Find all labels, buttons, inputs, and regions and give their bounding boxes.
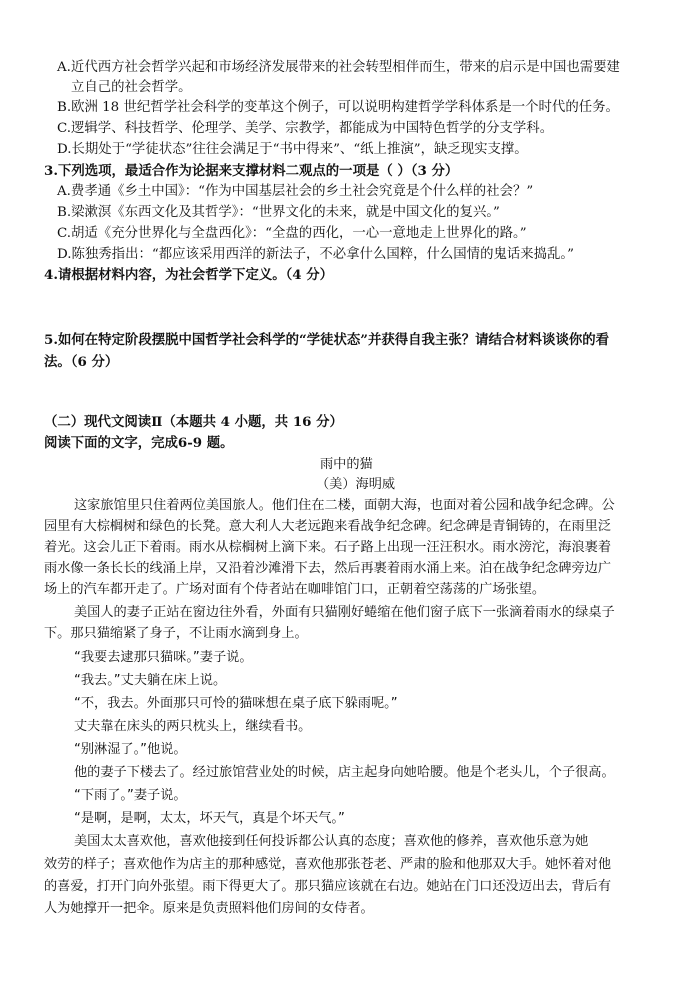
story-line-14: “下雨了。”妻子说。 bbox=[74, 788, 187, 803]
q2-option-d: D.长期处于“学徒状态”往往会满足于“书中得来”、“纸上推演”，缺乏现实支撑。 bbox=[57, 142, 528, 157]
story-line-4: 雨水像一条长长的线涌上岸，又沿着沙滩滑下去，然后再裹着雨水涌上来。泊在战争纪念碑旁边广 bbox=[44, 561, 612, 576]
q3-option-d: D.陈独秀指出：“都应该采用西洋的新法子，不必拿什么国粹，什么国情的鬼话来捣乱。” bbox=[57, 247, 574, 262]
story-line-17: 效劳的样子；喜欢他作为店主的那种感觉，喜欢他那张苍老、严肃的脸和他那双大手。她怀着对他 bbox=[44, 857, 612, 872]
story-line-2: 园里有大棕榈树和绿色的长凳。意大利人大老远跑来看战争纪念碑。纪念碑是青铜铸的，在雨里泛 bbox=[44, 519, 612, 534]
story-line-6: 美国人的妻子正站在窗边往外看，外面有只猫刚好蜷缩在他们窗子底下一张滴着雨水的绿桌子 bbox=[74, 605, 615, 620]
story-line-5: 场上的汽车都开走了。广场对面有个侍者站在咖啡馆门口，正朝着空荡荡的广场张望。 bbox=[44, 582, 546, 597]
story-title: 雨中的猫 bbox=[320, 457, 373, 472]
q5-stem-line2: 法。（6 分） bbox=[44, 354, 119, 370]
story-line-19: 人为她撑开一把伞。原来是负责照料他们房间的女侍者。 bbox=[44, 901, 374, 916]
q2-option-a-line1: A.近代西方社会哲学兴起和市场经济发展带来的社会转型相伴而生，带来的启示是中国也需要建 bbox=[57, 60, 620, 75]
q4-stem: 4.请根据材料内容，为社会哲学下定义。（4 分） bbox=[44, 267, 334, 283]
story-line-18: 的喜爱，打开门向外张望。雨下得更大了。那只猫应该就在右边。她站在门口还没迈出去，背后有 bbox=[44, 879, 612, 894]
story-line-15: “是啊，是啊，太太，坏天气，真是个坏天气。” bbox=[74, 811, 345, 826]
section2-heading: （二）现代文阅读Ⅱ（本题共 4 小题，共 16 分） bbox=[44, 414, 343, 430]
story-line-13: 他的妻子下楼去了。经过旅馆营业处的时候，店主起身向她哈腰。他是个老头儿，个子很高。 bbox=[74, 765, 615, 780]
q3-option-c: C.胡适《充分世界化与全盘西化》：“全盘的西化，一心一意地走上世界化的路。” bbox=[57, 226, 527, 241]
story-line-1: 这家旅馆里只住着两位美国旅人。他们住在二楼，面朝大海，也面对着公园和战争纪念碑。公 bbox=[74, 498, 615, 513]
q3-option-b: B.梁漱溟《东西文化及其哲学》：“世界文化的未来，就是中国文化的复兴。” bbox=[57, 205, 500, 220]
story-line-8: “我要去逮那只猫咪。”妻子说。 bbox=[74, 650, 253, 665]
section2-instruction: 阅读下面的文字，完成6-9 题。 bbox=[44, 435, 234, 451]
q2-option-c: C.逻辑学、科技哲学、伦理学、美学、宗教学，都能成为中国特色哲学的分支学科。 bbox=[57, 121, 554, 136]
story-line-9: “我去。”丈夫躺在床上说。 bbox=[74, 673, 227, 688]
story-line-11: 丈夫靠在床头的两只枕头上，继续看书。 bbox=[74, 719, 312, 734]
story-line-12: “别淋湿了。”他说。 bbox=[74, 742, 187, 757]
story-line-7: 下。那只猫缩紧了身子，不让雨水滴到身上。 bbox=[44, 626, 308, 641]
q3-stem: 3.下列选项，最适合作为论据来支撑材料二观点的一项是（ ）（3 分） bbox=[44, 163, 459, 179]
story-line-10: “不，我去。外面那只可怜的猫咪想在桌子底下躲雨呢。” bbox=[74, 696, 398, 711]
story-author: （美）海明威 bbox=[316, 477, 396, 492]
q5-stem-line1: 5.如何在特定阶段摆脱中国哲学社会科学的“学徒状态”并获得自我主张？请结合材料谈谈你的看 bbox=[44, 332, 610, 348]
q3-option-a: A.费孝通《乡土中国》：“作为中国基层社会的乡土社会究竟是个什么样的社会？” bbox=[57, 184, 534, 199]
story-line-3: 着光。这会儿正下着雨。雨水从棕榈树上滴下来。石子路上出现一汪汪积水。雨水滂沱，海浪裹着 bbox=[44, 540, 612, 555]
q2-option-a-line2: 立自己的社会哲学。 bbox=[71, 80, 192, 95]
q2-option-b: B.欧洲 18 世纪哲学社会科学的变革这个例子，可以说明构建哲学学科体系是一个时代的任务。 bbox=[57, 100, 619, 115]
story-line-16: 美国太太喜欢他，喜欢他接到任何投诉都公认真的态度；喜欢他的修养，喜欢他乐意为她 bbox=[74, 834, 589, 849]
